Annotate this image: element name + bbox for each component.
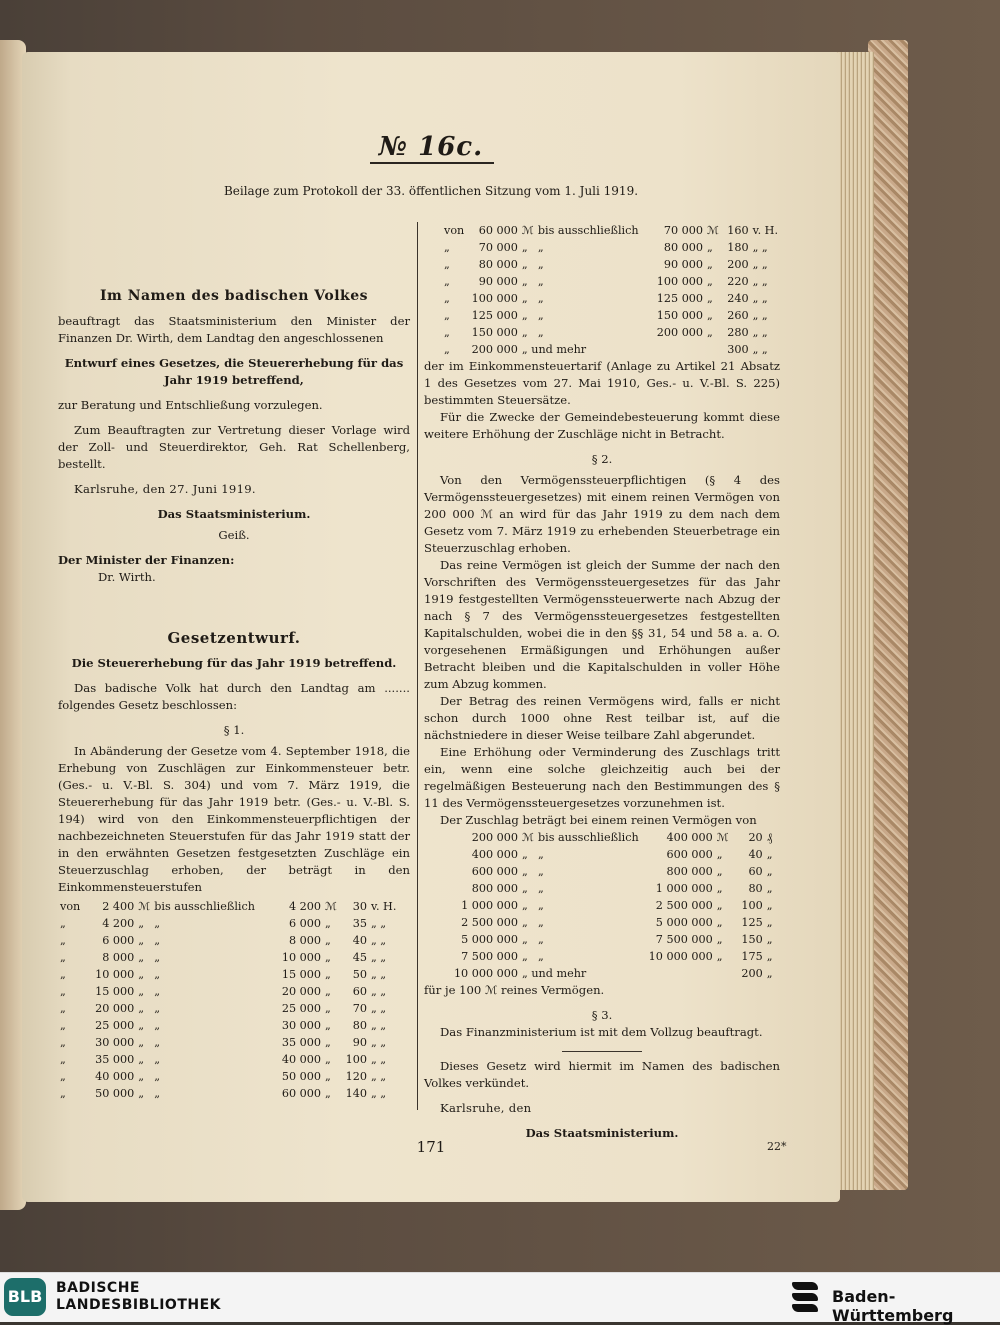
paragraph-geiss: Geiß.	[218, 528, 250, 542]
income-tax-table-continued	[442, 222, 780, 358]
table-row: „ 40 000 „ „ 50 000 „ 120 „ „	[60, 1070, 387, 1083]
paragraph-minister: Der Minister der Finanzen:	[58, 553, 235, 567]
section-3-heading: § 3.	[591, 1008, 613, 1022]
paragraph-karlsruhe-blank: Karlsruhe, den	[440, 1101, 532, 1115]
paragraph-beauftragt: beauftragt das Staatsministerium den Minister der Finanzen Dr. Wirth, dem Landtag den angeschlossenen	[58, 314, 410, 345]
section-1-heading: § 1.	[223, 723, 245, 737]
table-row: 800 000 „ „ 1 000 000 „ 80 „	[471, 882, 773, 895]
table-row: „ 90 000 „ „ 100 000 „ 220 „ „	[444, 275, 768, 288]
paragraph-reine-vermoegen: Das reine Vermögen ist gleich der Summe der nach den Vorschriften des Vermögenssteuergesetzes für das Jahr 1919 festgestellten Vermögenssteuerwerte nach Abzug der nach § 7 des Vermögenssteuergesetzes festgestellten Kapitalschulden, wobei die in den §§ 31, 54 und 58 a. a. O. vorgesehenen Ermäßigungen und Erhöhungen außer Betracht bleiben und die Kapitalschulden in voller Höhe zum Abzug kommen.	[424, 558, 780, 691]
income-tax-table	[58, 898, 398, 1102]
paragraph-badische-volk: Das badische Volk hat durch den Landtag am ....... folgendes Gesetz beschlossen:	[58, 681, 410, 712]
paragraph-betrag: Der Betrag des reinen Vermögens wird, falls er nicht schon durch 1000 ohne Rest teilbar ist, auf die nächstniedere in dieser Weise teilbare Zahl abgerundet.	[424, 694, 780, 742]
table-row: „ 8 000 „ „ 10 000 „ 45 „ „	[60, 951, 387, 964]
table-row: 5 000 000 „ „ 7 500 000 „ 150 „	[461, 933, 773, 946]
paragraph-abaenderung: In Abänderung der Gesetze vom 4. September 1918, die Erhebung von Zuschlägen zur Einkommensteuer betr. (Ges.- u. V.-Bl. S. 304) und vom 7. März 1919, die Steuererhebung für das Jahr 1919 betr. (Ges.- u. V.-Bl. S. 194) wird von den Einkommensteuerpflichtigen der nachbezeichneten Steuerstufen für das Jahr 1919 statt der in den erwähnten Gesetzen festgesetzten Zuschläge ein Steuerzuschlag erhoben, der beträgt in den Einkommensteuerstufen	[58, 744, 410, 894]
table-row: „ 50 000 „ „ 60 000 „ 140 „ „	[60, 1087, 387, 1100]
paragraph-staatsministerium: Das Staatsministerium.	[157, 507, 311, 521]
table-row: „ 100 000 „ „ 125 000 „ 240 „ „	[444, 292, 768, 305]
heading-gesetzentwurf: Gesetzentwurf.	[167, 629, 301, 647]
wealth-tax-table	[450, 829, 774, 982]
right-column	[424, 222, 780, 1142]
table-row: „ 20 000 „ „ 25 000 „ 70 „ „	[60, 1002, 387, 1015]
table-row: „ 125 000 „ „ 150 000 „ 260 „ „	[444, 309, 768, 322]
table-row: „ 35 000 „ „ 40 000 „ 100 „ „	[60, 1053, 387, 1066]
table-row: „ 15 000 „ „ 20 000 „ 60 „ „	[60, 985, 387, 998]
paragraph-beauftragten: Zum Beauftragten zur Vertretung dieser Vorlage wird der Zoll- und Steuerdirektor, Geh. Rat Schellenberg, bestellt.	[58, 423, 410, 471]
paragraph-entwurf: Entwurf eines Gesetzes, die Steuererhebung für das Jahr 1919 betreffend,	[64, 356, 404, 387]
paragraph-verkuendet: Dieses Gesetz wird hiermit im Namen des badischen Volkes verkündet.	[424, 1059, 780, 1090]
table-row: 200 000 ℳ bis ausschließlich 400 000 ℳ 20 ₰	[471, 831, 773, 844]
heading-steuererhebung: Die Steuererhebung für das Jahr 1919 betreffend.	[71, 656, 397, 670]
paragraph-staatsministerium-2: Das Staatsministerium.	[525, 1126, 679, 1140]
table-row: 400 000 „ „ 600 000 „ 40 „	[471, 848, 773, 861]
table-row: „ 80 000 „ „ 90 000 „ 200 „ „	[444, 258, 768, 271]
section-rule	[562, 1051, 642, 1052]
page-subtitle: Beilage zum Protokoll der 33. öffentlichen Sitzung vom 1. Juli 1919.	[223, 184, 639, 198]
heading-im-namen: Im Namen des badischen Volkes	[99, 288, 369, 304]
book-cover-edge	[868, 40, 908, 1190]
table-row: „ 25 000 „ „ 30 000 „ 80 „ „	[60, 1019, 387, 1032]
title-rule	[370, 162, 494, 164]
page-number: 171	[416, 1138, 446, 1156]
book-pages-edge	[836, 52, 874, 1190]
table-row: „ 10 000 „ „ 15 000 „ 50 „ „	[60, 968, 387, 981]
table-row: „ 70 000 „ „ 80 000 „ 180 „ „	[444, 241, 768, 254]
table-row: 7 500 000 „ „ 10 000 000 „ 175 „	[461, 950, 773, 963]
paragraph-beratung: zur Beratung und Entschließung vorzulegen.	[58, 398, 323, 412]
paragraph-erhoehung: Eine Erhöhung oder Verminderung des Zuschlags tritt ein, wenn eine solche gleichzeitig auch bei der regelmäßigen Besteuerung nach den Bestimmungen des § 11 des Vermögenssteuergesetzes vorzunehmen ist.	[424, 745, 780, 810]
table-row: 600 000 „ „ 800 000 „ 60 „	[471, 865, 773, 878]
blb-name[interactable]: BADISCHE LANDESBIBLIOTHEK	[56, 1280, 222, 1313]
signature-mark: 22*	[767, 1140, 787, 1153]
table-row: 10 000 000 „ und mehr 200 „	[453, 967, 773, 980]
paragraph-einkommensteuertarif: der im Einkommensteuertarif (Anlage zu Artikel 21 Absatz 1 des Gesetzes vom 27. Mai 1910, Ges.- u. V.-Bl. S. 225) bestimmten Steuersätze.	[424, 359, 780, 407]
table-row: 2 500 000 „ „ 5 000 000 „ 125 „	[461, 916, 773, 929]
paragraph-vermoegenssteuerpflichtigen: Von den Vermögenssteuerpflichtigen (§ 4 des Vermögenssteuergesetzes) mit einem reinen Vermögen von 200 000 ℳ an wird für das Jahr 1919 zu dem nach dem Gesetz vom 7. März 1919 zu erhebenden Steuerbetrage ein Steuerzuschlag erhoben.	[424, 473, 780, 555]
table-row: von 2 400 ℳ bis ausschließlich 4 200 ℳ 30 v. H.	[60, 900, 397, 913]
paragraph-wirth: Dr. Wirth.	[98, 570, 156, 584]
table-row: „ 30 000 „ „ 35 000 „ 90 „ „	[60, 1036, 387, 1049]
footer-bar	[0, 1272, 1000, 1325]
table-row: „ 200 000 „ und mehr 300 „ „	[444, 343, 768, 356]
section-2-heading: § 2.	[591, 452, 613, 466]
paragraph-gemeindebesteuerung: Für die Zwecke der Gemeindebesteuerung kommt diese weitere Erhöhung der Zuschläge nicht in Betracht.	[424, 410, 780, 441]
page-title: № 16c.	[378, 132, 484, 162]
blb-logo[interactable]: BLB	[4, 1278, 46, 1316]
left-column	[58, 288, 410, 1102]
table-row: „ 6 000 „ „ 8 000 „ 40 „ „	[60, 934, 387, 947]
bw-name[interactable]: Baden-Württemberg	[832, 1287, 954, 1325]
document-page	[22, 52, 840, 1202]
table-row: 1 000 000 „ „ 2 500 000 „ 100 „	[461, 899, 773, 912]
table-row: „ 4 200 „ „ 6 000 „ 35 „ „	[60, 917, 387, 930]
paragraph-fuer-je: für je 100 ℳ reines Vermögen.	[424, 983, 605, 997]
three-lions-icon	[790, 1279, 820, 1315]
table-row: von 60 000 ℳ bis ausschließlich 70 000 ℳ 160 v. H.	[444, 224, 778, 237]
paragraph-finanzministerium: Das Finanzministerium ist mit dem Vollzug beauftragt.	[440, 1025, 763, 1039]
paragraph-karlsruhe-date: Karlsruhe, den 27. Juni 1919.	[74, 482, 256, 496]
column-divider	[417, 222, 418, 1110]
table-row: „ 150 000 „ „ 200 000 „ 280 „ „	[444, 326, 768, 339]
paragraph-zuschlag: Der Zuschlag beträgt bei einem reinen Vermögen von	[440, 813, 757, 827]
